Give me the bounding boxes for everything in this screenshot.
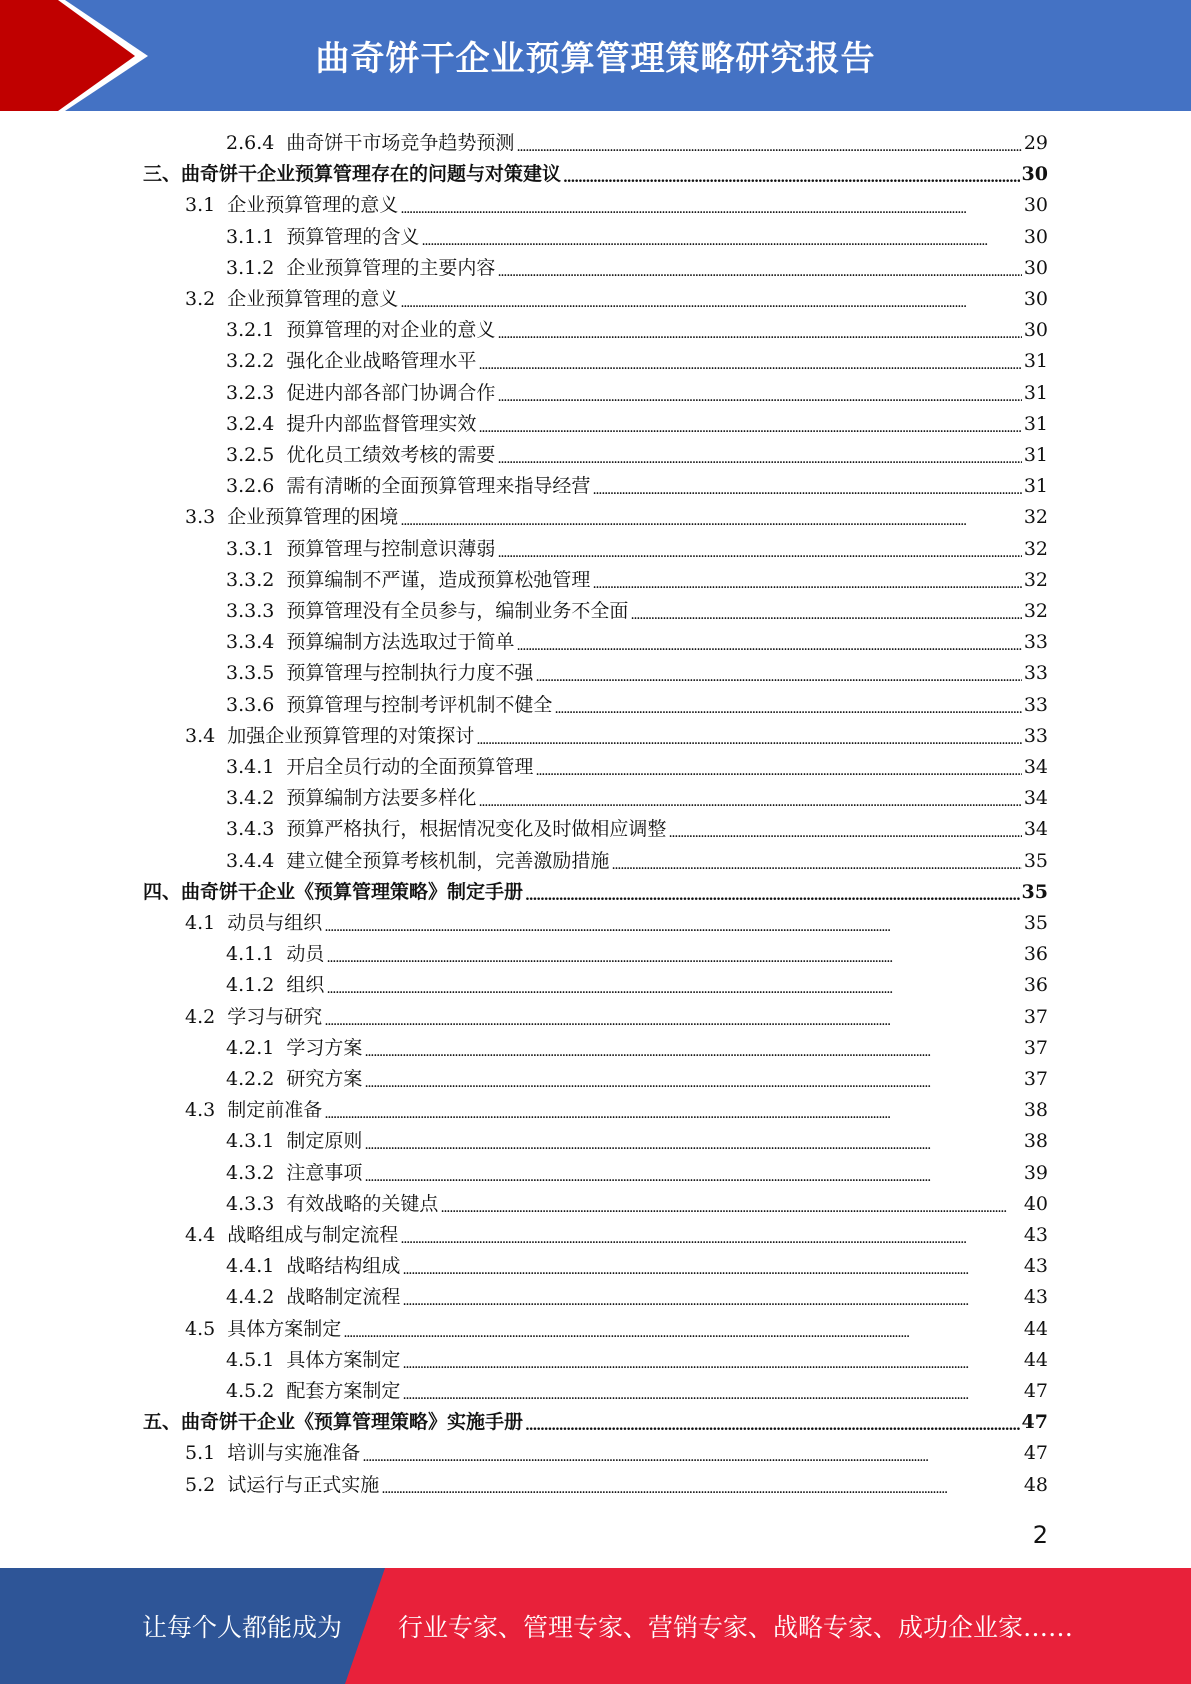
toc-entry[interactable] — [226, 1189, 1048, 1220]
toc-entry[interactable] — [185, 190, 1048, 221]
toc-leader-dots — [364, 1158, 1021, 1189]
toc-entry[interactable] — [226, 1376, 1048, 1407]
toc-entry-number: 4.5 — [185, 1317, 216, 1340]
toc-entry-title: 曲奇饼干企业《预算管理策略》实施手册 — [181, 1411, 524, 1434]
toc-entry-number: 3.2.5 — [226, 444, 275, 466]
toc-entry[interactable] — [226, 315, 1048, 346]
toc-entry-page: 35 — [1023, 849, 1048, 872]
toc-entry-number: 4.3.2 — [226, 1161, 275, 1184]
toc-leader-dots — [525, 877, 1020, 908]
toc-entry-title: 注意事项 — [286, 1161, 363, 1184]
toc-entry-title: 具体方案制定 — [227, 1317, 342, 1340]
toc-leader-dots — [478, 346, 1021, 377]
toc-entry-page: 34 — [1023, 756, 1048, 778]
toc-leader-dots — [592, 565, 1021, 596]
toc-entry-number: 3.4 — [185, 724, 216, 747]
toc-entry-title: 制定原则 — [286, 1130, 363, 1153]
toc-entry-title: 预算编制不严谨，造成预算松弛管理 — [286, 568, 591, 591]
toc-entry[interactable] — [226, 939, 1048, 970]
toc-leader-dots — [400, 190, 1022, 221]
toc-entry-title: 配套方案制定 — [286, 1380, 401, 1402]
toc-entry-page: 30 — [1023, 319, 1048, 342]
toc-entry-page: 30 — [1023, 194, 1048, 217]
toc-leader-dots — [402, 1251, 1021, 1282]
toc-entry-page: 31 — [1023, 350, 1048, 373]
toc-entry-page: 40 — [1023, 1192, 1048, 1215]
toc-leader-dots — [400, 1220, 1022, 1251]
toc-entry-number: 4.3.3 — [226, 1192, 275, 1215]
toc-entry[interactable] — [226, 1345, 1048, 1376]
toc-entry-number: 4.4.2 — [226, 1286, 275, 1309]
toc-leader-dots — [563, 159, 1020, 190]
toc-entry-page: 32 — [1023, 506, 1048, 529]
toc-entry-title: 强化企业战略管理水平 — [286, 350, 477, 373]
toc-entry[interactable] — [226, 565, 1048, 596]
toc-entry-title: 曲奇饼干市场竞争趋势预测 — [286, 132, 515, 154]
toc-entry-title: 预算编制方法选取过于简单 — [286, 631, 515, 654]
toc-entry-number: 五、 — [143, 1411, 182, 1434]
toc-entry[interactable] — [226, 690, 1048, 721]
toc-entry-page: 31 — [1023, 381, 1048, 404]
toc-entry[interactable] — [185, 1002, 1048, 1033]
toc-entry-page: 30 — [1023, 256, 1048, 279]
toc-leader-dots — [326, 939, 1021, 970]
toc-leader-dots — [668, 814, 1021, 845]
toc-leader-dots — [326, 970, 1021, 1001]
toc-entry-number: 4.4.1 — [226, 1255, 275, 1278]
toc-entry[interactable] — [226, 783, 1048, 814]
toc-entry-title: 曲奇饼干企业《预算管理策略》制定手册 — [181, 880, 524, 903]
toc-entry-title: 企业预算管理的主要内容 — [286, 256, 496, 279]
toc-entry-number: 三、 — [143, 163, 182, 186]
toc-entry[interactable] — [226, 1158, 1048, 1189]
toc-entry-page: 47 — [1021, 1411, 1048, 1434]
toc-entry-page: 34 — [1023, 787, 1048, 810]
toc-entry[interactable] — [226, 253, 1048, 284]
toc-entry-title: 有效战略的关键点 — [286, 1192, 439, 1215]
toc-entry[interactable] — [226, 378, 1048, 409]
toc-entry-number: 4.5.2 — [226, 1380, 275, 1402]
toc-entry[interactable] — [226, 346, 1048, 377]
document-title: 曲奇饼干企业预算管理策略研究报告 — [315, 39, 876, 79]
toc-entry[interactable] — [185, 1470, 1048, 1501]
toc-entry-title: 动员 — [286, 943, 325, 966]
toc-leader-dots — [516, 128, 1021, 159]
toc-leader-dots — [497, 315, 1021, 346]
toc-entry-page: 44 — [1023, 1317, 1048, 1340]
toc-entry[interactable] — [226, 409, 1048, 440]
toc-entry-number: 5.2 — [185, 1473, 216, 1496]
toc-entry-title: 组织 — [286, 974, 325, 997]
toc-entry-number: 4.2 — [185, 1005, 216, 1028]
toc-leader-dots — [525, 1407, 1020, 1438]
toc-entry-page: 36 — [1023, 974, 1048, 997]
toc-entry-page: 33 — [1023, 631, 1048, 654]
toc-entry-title: 战略制定流程 — [286, 1286, 401, 1309]
toc-entry[interactable] — [226, 1064, 1048, 1095]
toc-entry-page: 38 — [1023, 1130, 1048, 1153]
toc-leader-dots — [630, 596, 1021, 627]
toc-entry-title: 需有清晰的全面预算管理来指导经营 — [286, 475, 591, 498]
toc-entry-title: 培训与实施准备 — [227, 1442, 361, 1465]
toc-leader-dots — [362, 1438, 1022, 1469]
toc-leader-dots — [497, 440, 1021, 471]
toc-leader-dots — [364, 1126, 1021, 1157]
toc-entry[interactable] — [226, 471, 1048, 502]
toc-entry-page: 43 — [1023, 1255, 1048, 1278]
toc-entry-page: 35 — [1023, 912, 1048, 934]
toc-entry[interactable] — [226, 1282, 1048, 1313]
toc-entry-number: 3.4.3 — [226, 818, 275, 841]
toc-leader-dots — [478, 783, 1021, 814]
toc-leader-dots — [324, 1002, 1022, 1033]
toc-entry[interactable] — [185, 1438, 1048, 1469]
toc-entry-title: 战略结构组成 — [286, 1255, 401, 1278]
toc-entry-number: 4.1 — [185, 912, 216, 934]
toc-entry-number: 5.1 — [185, 1442, 216, 1465]
toc-entry-title: 促进内部各部门协调合作 — [286, 381, 496, 404]
toc-entry-number: 3.1.1 — [226, 225, 275, 248]
toc-entry-title: 预算严格执行，根据情况变化及时做相应调整 — [286, 818, 667, 841]
toc-entry[interactable] — [226, 128, 1048, 159]
toc-entry-title: 试运行与正式实施 — [227, 1473, 380, 1496]
toc-entry-number: 4.2.1 — [226, 1036, 275, 1059]
toc-entry-page: 33 — [1023, 693, 1048, 716]
toc-leader-dots — [402, 1376, 1021, 1407]
toc-entry-title: 开启全员行动的全面预算管理 — [286, 756, 534, 778]
toc-leader-dots — [343, 1314, 1022, 1345]
toc-entry-page: 47 — [1023, 1442, 1048, 1465]
toc-entry-number: 4.1.1 — [226, 943, 275, 966]
toc-leader-dots — [592, 471, 1021, 502]
footer-slogan-left: 让每个人都能成为 — [142, 1613, 343, 1642]
toc-entry[interactable] — [226, 1033, 1048, 1064]
toc-entry[interactable] — [226, 814, 1048, 845]
page-footer — [0, 1568, 1191, 1684]
toc-entry[interactable] — [185, 502, 1048, 533]
toc-entry[interactable] — [226, 596, 1048, 627]
toc-entry[interactable] — [226, 222, 1048, 253]
toc-entry-page: 31 — [1023, 475, 1048, 498]
toc-entry-title: 动员与组织 — [227, 912, 323, 934]
toc-entry-title: 曲奇饼干企业预算管理存在的问题与对策建议 — [181, 163, 562, 186]
toc-leader-dots — [364, 1064, 1021, 1095]
toc-entry-title: 战略组成与制定流程 — [227, 1224, 399, 1246]
toc-entry[interactable] — [143, 159, 1048, 190]
toc-leader-dots — [476, 721, 1022, 752]
toc-leader-dots — [400, 502, 1022, 533]
toc-leader-dots — [516, 627, 1021, 658]
toc-entry-number: 3.4.4 — [226, 849, 275, 872]
toc-entry-number: 4.3 — [185, 1099, 216, 1122]
toc-entry-page: 39 — [1023, 1161, 1048, 1184]
toc-entry[interactable] — [143, 1407, 1048, 1438]
toc-entry[interactable] — [143, 877, 1048, 908]
toc-entry-number: 3.2.3 — [226, 381, 275, 404]
toc-entry-number: 3.3.1 — [226, 537, 275, 560]
toc-entry-number: 3.4.2 — [226, 787, 275, 810]
toc-entry[interactable] — [185, 1314, 1048, 1345]
toc-entry[interactable] — [226, 440, 1048, 471]
toc-leader-dots — [535, 658, 1021, 689]
toc-leader-dots — [611, 846, 1021, 877]
toc-entry-page: 43 — [1023, 1286, 1048, 1309]
toc-entry-page: 30 — [1023, 288, 1048, 310]
toc-leader-dots — [400, 284, 1022, 315]
toc-entry-number: 3.1 — [185, 194, 216, 217]
toc-entry-page: 43 — [1023, 1224, 1048, 1246]
toc-leader-dots — [324, 1095, 1022, 1126]
toc-entry-title: 企业预算管理的意义 — [227, 194, 399, 217]
toc-entry-title: 具体方案制定 — [286, 1348, 401, 1371]
toc-entry-number: 3.3.5 — [226, 662, 275, 685]
toc-entry-page: 34 — [1023, 818, 1048, 841]
toc-entry[interactable] — [226, 1251, 1048, 1282]
toc-entry-title: 优化员工绩效考核的需要 — [286, 444, 496, 466]
toc-entry-page: 37 — [1023, 1036, 1048, 1059]
toc-entry-title: 研究方案 — [286, 1068, 363, 1090]
toc-leader-dots — [402, 1282, 1021, 1313]
toc-entry-title: 学习方案 — [286, 1036, 363, 1059]
toc-entry-title: 预算管理与控制意识薄弱 — [286, 537, 496, 560]
toc-entry-page: 31 — [1023, 412, 1048, 435]
toc-entry-page: 38 — [1023, 1099, 1048, 1122]
toc-entry-title: 预算管理没有全员参与，编制业务不全面 — [286, 600, 629, 622]
toc-leader-dots — [497, 378, 1021, 409]
toc-entry-page: 30 — [1023, 225, 1048, 248]
toc-entry[interactable] — [226, 658, 1048, 689]
toc-entry-number: 2.6.4 — [226, 132, 275, 154]
toc-entry-page: 35 — [1021, 880, 1048, 903]
toc-entry-title: 建立健全预算考核机制，完善激励措施 — [286, 849, 610, 872]
toc-leader-dots — [402, 1345, 1021, 1376]
toc-entry[interactable] — [185, 1220, 1048, 1251]
toc-entry-page: 32 — [1023, 600, 1048, 622]
toc-entry[interactable] — [226, 1126, 1048, 1157]
toc-entry-number: 3.3.3 — [226, 600, 275, 622]
toc-leader-dots — [324, 908, 1022, 939]
header-arrow-icon — [0, 0, 160, 111]
toc-entry-page: 31 — [1023, 444, 1048, 466]
toc-entry-title: 企业预算管理的困境 — [227, 506, 399, 529]
toc-leader-dots — [381, 1470, 1022, 1501]
toc-entry-number: 4.2.2 — [226, 1068, 275, 1090]
toc-entry-title: 加强企业预算管理的对策探讨 — [227, 724, 475, 747]
toc-entry-number: 4.3.1 — [226, 1130, 275, 1153]
toc-entry-number: 3.2.4 — [226, 412, 275, 435]
toc-leader-dots — [497, 534, 1021, 565]
toc-entry-page: 36 — [1023, 943, 1048, 966]
toc-entry[interactable] — [226, 534, 1048, 565]
toc-entry-page: 44 — [1023, 1348, 1048, 1371]
toc-entry-title: 学习与研究 — [227, 1005, 323, 1028]
toc-entry-number: 3.2.2 — [226, 350, 275, 373]
toc-entry-page: 29 — [1023, 132, 1048, 154]
toc-entry-page: 47 — [1023, 1380, 1048, 1402]
toc-entry-number: 3.3.6 — [226, 693, 275, 716]
toc-entry-page: 33 — [1023, 662, 1048, 685]
toc-entry[interactable] — [185, 908, 1048, 939]
toc-entry-title: 提升内部监督管理实效 — [286, 412, 477, 435]
toc-entry[interactable] — [226, 846, 1048, 877]
toc-entry-title: 预算管理的对企业的意义 — [286, 319, 496, 342]
toc-entry-title: 预算管理与控制考评机制不健全 — [286, 693, 553, 716]
toc-entry-title: 预算编制方法要多样化 — [286, 787, 477, 810]
toc-entry[interactable] — [226, 627, 1048, 658]
toc-entry[interactable] — [185, 284, 1048, 315]
toc-entry-number: 3.2.6 — [226, 475, 275, 498]
toc-entry-page: 37 — [1023, 1068, 1048, 1090]
toc-leader-dots — [478, 409, 1021, 440]
toc-entry-page: 32 — [1023, 537, 1048, 560]
toc-entry-page: 32 — [1023, 568, 1048, 591]
toc-entry-page: 37 — [1023, 1005, 1048, 1028]
toc-entry-number: 3.2 — [185, 288, 216, 310]
toc-entry-number: 四、 — [143, 880, 182, 903]
page-header — [0, 0, 1191, 111]
toc-entry-number: 4.4 — [185, 1224, 216, 1246]
toc-entry[interactable] — [185, 721, 1048, 752]
toc-entry-number: 3.3.4 — [226, 631, 275, 654]
toc-entry-page: 33 — [1023, 724, 1048, 747]
toc-entry-number: 3.4.1 — [226, 756, 275, 778]
toc-entry-title: 预算管理与控制执行力度不强 — [286, 662, 534, 685]
toc-entry[interactable] — [185, 1095, 1048, 1126]
toc-entry-number: 4.1.2 — [226, 974, 275, 997]
toc-entry[interactable] — [226, 970, 1048, 1001]
toc-entry-title: 制定前准备 — [227, 1099, 323, 1122]
toc-entry-page: 48 — [1023, 1473, 1048, 1496]
toc-leader-dots — [497, 253, 1021, 284]
page-number: 2 — [1032, 1521, 1048, 1549]
toc-entry-number: 3.3.2 — [226, 568, 275, 591]
toc-entry-number: 3.1.2 — [226, 256, 275, 279]
toc-leader-dots — [364, 1033, 1021, 1064]
toc-leader-dots — [440, 1189, 1021, 1220]
toc-entry-title: 预算管理的含义 — [286, 225, 420, 248]
toc-entry[interactable] — [226, 752, 1048, 783]
toc-entry-number: 4.5.1 — [226, 1348, 275, 1371]
toc-leader-dots — [554, 690, 1021, 721]
toc-entry-number: 3.3 — [185, 506, 216, 529]
toc-entry-title: 企业预算管理的意义 — [227, 288, 399, 310]
toc-leader-dots — [535, 752, 1021, 783]
footer-slogan-right: 行业专家、管理专家、营销专家、战略专家、成功企业家…… — [398, 1613, 1074, 1642]
toc-leader-dots — [421, 222, 1021, 253]
toc-entry-page: 30 — [1021, 163, 1048, 186]
toc-entry-number: 3.2.1 — [226, 319, 275, 342]
